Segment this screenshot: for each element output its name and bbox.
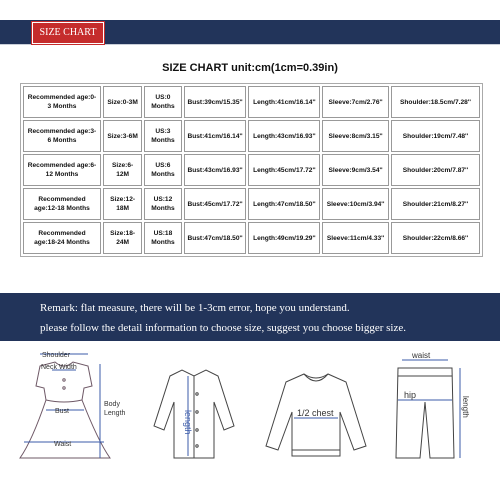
table-cell: US:0 Months bbox=[144, 86, 181, 118]
table-cell: Shoulder:19cm/7.48'' bbox=[391, 120, 480, 152]
table-cell: Sleeve:8cm/3.15'' bbox=[322, 120, 389, 152]
dress-neck-label: Neck Width bbox=[41, 364, 77, 371]
table-cell: Sleeve:9cm/3.54'' bbox=[322, 154, 389, 186]
shirt-length-label: length bbox=[183, 410, 193, 435]
measurement-illustrations bbox=[0, 346, 500, 476]
table-cell: Size:0-3M bbox=[103, 86, 142, 118]
table-cell: Size:12-18M bbox=[103, 188, 142, 220]
table-cell: Length:45cm/17.72'' bbox=[248, 154, 320, 186]
table-row bbox=[23, 154, 480, 186]
shirt-illustration bbox=[154, 370, 234, 458]
header-divider bbox=[0, 44, 500, 45]
size-table-wrapper bbox=[20, 83, 483, 257]
table-cell: Bust:45cm/17.72'' bbox=[184, 188, 247, 220]
table-row bbox=[23, 120, 480, 152]
table-cell: Length:43cm/16.93'' bbox=[248, 120, 320, 152]
size-chart-tag: SIZE CHART bbox=[32, 22, 104, 44]
table-cell: Shoulder:18.5cm/7.28'' bbox=[391, 86, 480, 118]
dress-length-label: Length bbox=[104, 410, 126, 417]
table-cell: Shoulder:20cm/7.87'' bbox=[391, 154, 480, 186]
table-cell: Shoulder:22cm/8.66'' bbox=[391, 222, 480, 254]
table-cell: Recommended age:3-6 Months bbox=[23, 120, 101, 152]
pants-hip-label: hip bbox=[404, 390, 417, 400]
sweater-chest-label: 1/2 chest bbox=[297, 408, 334, 418]
table-row bbox=[23, 188, 480, 220]
table-cell: US:6 Months bbox=[144, 154, 181, 186]
pants-illustration bbox=[396, 360, 460, 458]
table-cell: US:18 Months bbox=[144, 222, 181, 254]
table-cell: Recommended age:18-24 Months bbox=[23, 222, 101, 254]
dress-bust-label: Bust bbox=[55, 408, 70, 415]
table-cell: Length:41cm/16.14'' bbox=[248, 86, 320, 118]
table-cell: US:3 Months bbox=[144, 120, 181, 152]
table-cell: Size:6-12M bbox=[103, 154, 142, 186]
table-cell: Bust:47cm/18.50'' bbox=[184, 222, 247, 254]
table-row bbox=[23, 86, 480, 118]
pants-waist-label: waist bbox=[412, 351, 431, 360]
table-cell: Sleeve:11cm/4.33'' bbox=[322, 222, 389, 254]
table-cell: Size:18-24M bbox=[103, 222, 142, 254]
pants-length-label: length bbox=[461, 396, 470, 418]
chart-title: SIZE CHART unit:cm(1cm=0.39in) bbox=[162, 62, 338, 74]
table-cell: Length:49cm/19.29'' bbox=[248, 222, 320, 254]
table-cell: Bust:41cm/16.14'' bbox=[184, 120, 247, 152]
table-cell: Shoulder:21cm/8.27'' bbox=[391, 188, 480, 220]
dress-shoulder-label: Shoulder bbox=[42, 352, 71, 359]
table-cell: Sleeve:7cm/2.76'' bbox=[322, 86, 389, 118]
remark-line-2: please follow the detail information to choose size, suggest you choose bigger size. bbox=[40, 322, 406, 334]
table-cell: Recommended age:12-18 Months bbox=[23, 188, 101, 220]
remark-band bbox=[0, 293, 500, 341]
table-cell: Size:3-6M bbox=[103, 120, 142, 152]
table-cell: Bust:39cm/15.35'' bbox=[184, 86, 247, 118]
remark-line-1: Remark: flat measure, there will be 1-3cm error, hope you understand. bbox=[40, 302, 350, 314]
table-cell: Recommended age:6-12 Months bbox=[23, 154, 101, 186]
table-cell: Sleeve:10cm/3.94'' bbox=[322, 188, 389, 220]
size-table bbox=[20, 83, 483, 257]
table-cell: Recommended age:0-3 Months bbox=[23, 86, 101, 118]
table-cell: US:12 Months bbox=[144, 188, 181, 220]
table-row bbox=[23, 222, 480, 254]
dress-waist-label: Waist bbox=[54, 441, 72, 448]
dress-body-label: Body bbox=[104, 401, 120, 408]
table-cell: Length:47cm/18.50'' bbox=[248, 188, 320, 220]
table-cell: Bust:43cm/16.93'' bbox=[184, 154, 247, 186]
